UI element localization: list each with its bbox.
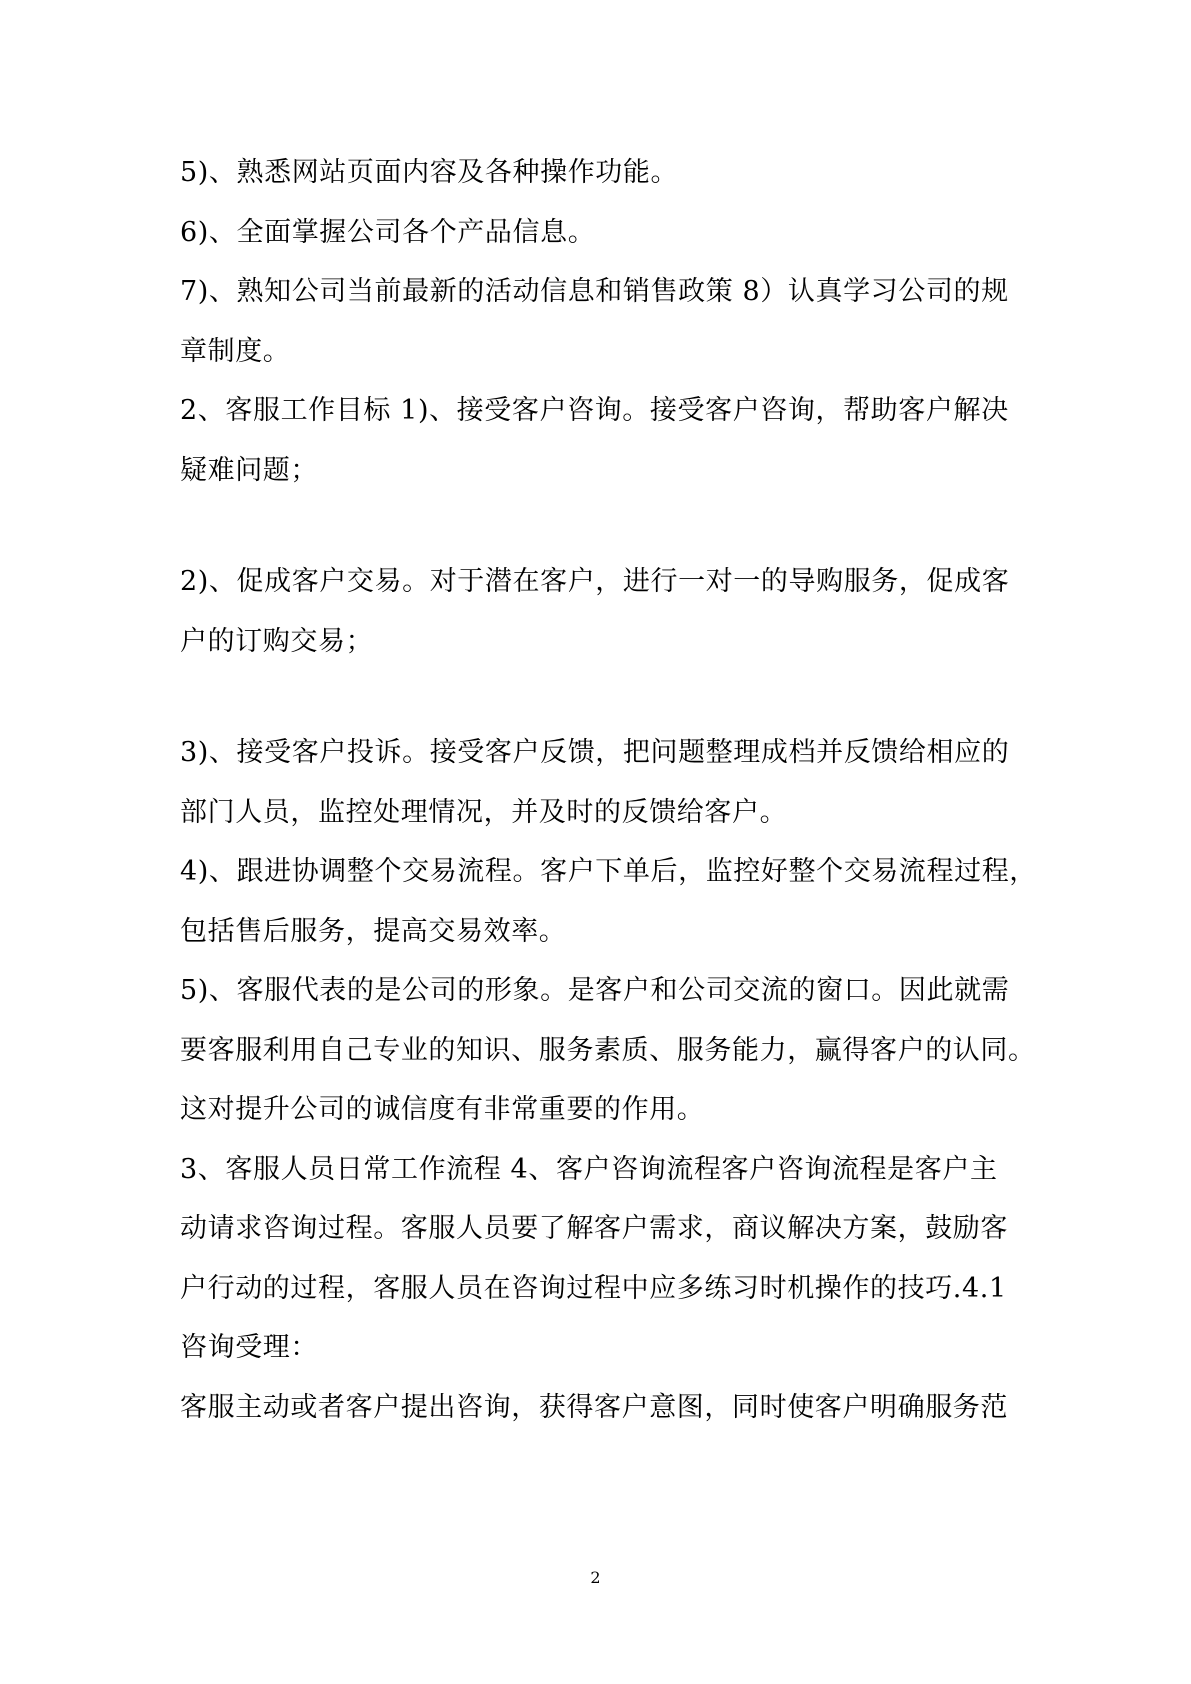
text-line: 3、客服人员日常工作流程 4、客户咨询流程客户咨询流程是客户主 (180, 1154, 998, 1185)
text-line: 动请求咨询过程。客服人员要了解客户需求，商议解决方案，鼓励客 (180, 1213, 1008, 1244)
text-line: 咨询受理： (180, 1332, 318, 1363)
text-line: 7)、熟知公司当前最新的活动信息和销售政策 8）认真学习公司的规 (180, 276, 1009, 307)
text-line: 户行动的过程，客服人员在咨询过程中应多练习时机操作的技巧.4.1 (180, 1273, 1007, 1304)
text-line: 3)、接受客户投诉。接受客户反馈，把问题整理成档并反馈给相应的 (180, 737, 1010, 768)
text-line: 6)、全面掌握公司各个产品信息。 (180, 217, 596, 248)
text-line: 要客服利用自己专业的知识、服务素质、服务能力，赢得客户的认同。 (180, 1035, 1036, 1066)
page-number: 2 (590, 1568, 601, 1587)
text-line: 2)、促成客户交易。对于潜在客户，进行一对一的导购服务，促成客 (180, 566, 1010, 597)
text-line: 5)、熟悉网站页面内容及各种操作功能。 (180, 157, 679, 188)
text-line: 包括售后服务，提高交易效率。 (180, 916, 567, 947)
text-line: 章制度。 (180, 336, 291, 367)
text-line: 户的订购交易； (180, 626, 374, 657)
text-line: 疑难问题； (180, 455, 318, 486)
text-line: 客服主动或者客户提出咨询，获得客户意图，同时使客户明确服务范 (180, 1392, 1008, 1423)
text-line: 4)、跟进协调整个交易流程。客户下单后，监控好整个交易流程过程， (180, 856, 1037, 887)
text-line: 5)、客服代表的是公司的形象。是客户和公司交流的窗口。因此就需 (180, 975, 1010, 1006)
text-line: 2、客服工作目标 1)、接受客户咨询。接受客户咨询，帮助客户解决 (180, 395, 1009, 426)
text-line: 部门人员，监控处理情况，并及时的反馈给客户。 (180, 797, 788, 828)
text-line: 这对提升公司的诚信度有非常重要的作用。 (180, 1094, 705, 1125)
